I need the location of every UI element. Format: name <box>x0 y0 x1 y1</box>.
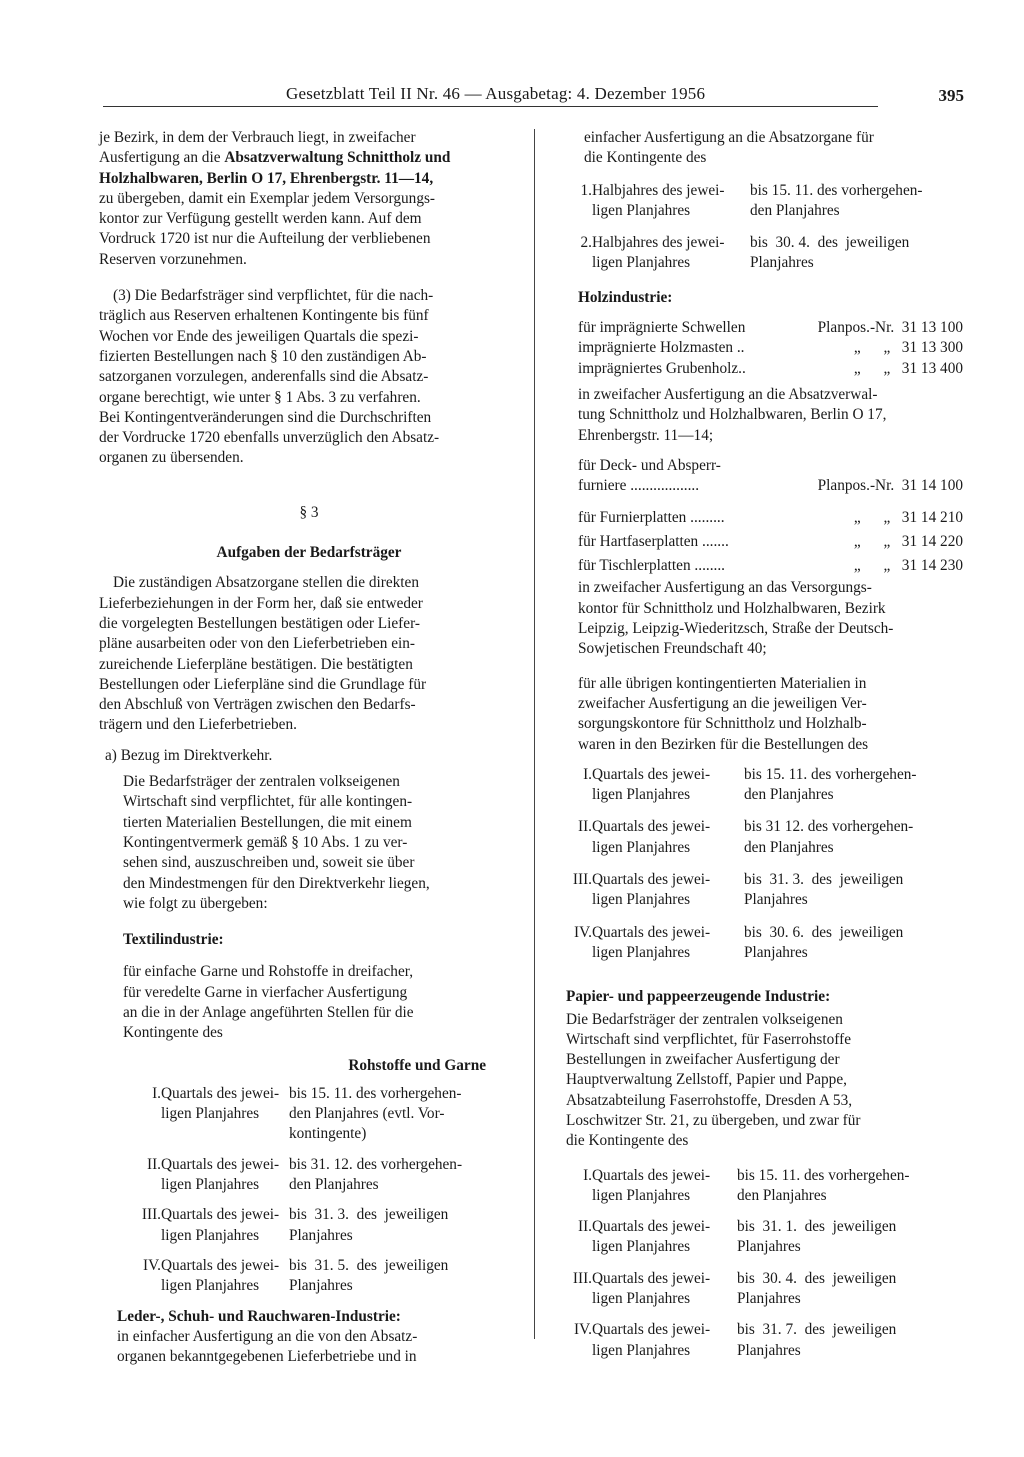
furnier-items <box>566 506 963 578</box>
quarter-row: IV. Quartals des jewei- ligen Planjahres bis 30. 6. des jeweiligen Planjahres <box>574 923 904 961</box>
quarter-row: IV. Quartals des jewei- ligen Planjahres bis 31. 7. des jeweiligen Planjahres <box>574 1321 897 1359</box>
holz-items <box>566 318 963 379</box>
papier-paragraph: Die Bedarfsträger der zentralen volkseigenen Wirtschaft sind verpflichtet, für Faserrohstoffe Bestellungen in zweifacher Ausfertigung der Hauptverwaltung Zellstoff, Papier und Pappe, Absatzabteilung Faserrohstoffe, Dresden A 53, Loschwitzer Str. 21, zu übergeben, und zwar für die Kontingente des <box>566 1010 861 1150</box>
holz-address: in zweifacher Ausfertigung an die Absatzverwal- tung Schnittholz und Holzhalbwaren, Berlin O 17, Ehrenbergstr. 11—14; <box>578 385 887 444</box>
half-years <box>566 181 963 274</box>
address-bold: Holzhalbwaren, Berlin O 17, Ehrenbergstr. 11—14, <box>99 169 434 187</box>
furnier-address: in zweifacher Ausfertigung an das Versorgungs- kontor für Schnittholz und Holzhalbwaren, Bezirk Leipzig, Leipzig-Wiederitzsch, Straße der Deutsch- Sowjetischen Freundschaft 40; <box>578 579 894 658</box>
paragraph-3: (3) Die Bedarfsträger sind verpflichtet, für die nach- träglich aus Reserven erhaltenen Kontingente bis fünf Wochen vor Ende des jeweiligen Quartals die spezi- fizierten Bestellungen nach § 10 den zuständigen Ab- satzorganen vorzulegen, anderenfalls sind die Absatz- organe berechtigt, wie unter § 1 Abs. 3 zu verfahren. Bei Kontingentveränderungen sind die Durchschriften der Vordrucke 1720 ebenfalls unverzüglich den Absatz- organen zu übersenden. <box>99 287 440 467</box>
quarter-row: II. Quartals des jewei- ligen Planjahres bis 31. 1. des jeweiligen Planjahres <box>577 1218 897 1256</box>
section-title: Aufgaben der Bedarfsträger <box>216 544 402 562</box>
leder-paragraph: in einfacher Ausfertigung an die von den Absatz- organen bekanntgegebenen Lieferbetriebe und in <box>117 1327 418 1366</box>
item-a: a) Bezug im Direktverkehr. <box>105 746 273 764</box>
quarter-row: III. Quartals des jewei- ligen Planjahres bis 31. 3. des jeweiligen Planjahres <box>572 871 904 909</box>
quarter-row: I. Quartals des jewei- ligen Planjahres bis 15. 11. des vorhergehen- den Planjahres (evtl. Vor- kontingente) <box>152 1084 462 1143</box>
paragraph-direktverkehr: Die Bedarfsträger der zentralen volkseigenen Wirtschaft sind verpflichtet, für alle kontingen- tierten Materialien Bestellungen, die mit einem Kontingentvermerk gemäß § 10 Abs. 1 zu ver- sehen sind, auszuschreiben und, soweit sie über den Mindestmengen für den Direktverkehr liegen, wie folgt zu übergeben: <box>123 773 430 912</box>
furnier-item: für Furnierplatten ......... „ „ 31 14 210 <box>578 509 963 527</box>
textil-paragraph: für einfache Garne und Rohstoffe in dreifacher, für veredelte Garne in vierfacher Ausfertigung an die in der Anlage angeführten Stellen für die Kontingente des <box>123 963 414 1042</box>
textil-quarters <box>99 1084 519 1297</box>
quarter-row: III. Quartals des jewei- ligen Planjahres bis 30. 4. des jeweiligen Planjahres <box>572 1269 897 1308</box>
paragraph-bezirk: je Bezirk, in dem der Verbrauch liegt, in zweifacher Ausfertigung an die Absatzverwaltung Schnittholz und Holzhalbwaren, Berlin O 17, Ehrenbergstr. 11—14, zu übergeben, damit ein Exemplar jedem Versorgungs- kontor zur Verfügung gestellt werden kann. Auf dem Vordruck 1720 ist nur die Aufteilung der verbliebenen Reserven vorzunehmen. <box>99 129 451 268</box>
intro-paragraph: einfacher Ausfertigung an die Absatzorgane für die Kontingente des <box>584 129 874 167</box>
addressee-bold: Absatzverwaltung Schnittholz und <box>224 149 451 167</box>
quarter-row: II. Quartals des jewei- ligen Planjahres bis 31 12. des vorhergehen- den Planjahres <box>577 818 914 856</box>
half-year-row: 1. Halbjahres des jewei- ligen Planjahres bis 15. 11. des vorhergehen- den Planjahres <box>580 181 923 219</box>
papier-heading: Papier- und pappeerzeugende Industrie: <box>566 988 831 1006</box>
rohstoffe-heading: Rohstoffe und Garne <box>348 1056 486 1074</box>
holz-item: imprägnierte Holzmasten .. „ „ 31 13 300 <box>578 339 963 357</box>
leder-heading: Leder-, Schuh- und Rauchwaren-Industrie: <box>117 1307 401 1325</box>
quarter-row: II. Quartals des jewei- ligen Planjahres bis 31. 12. des vorhergehen- den Planjahres <box>146 1155 463 1194</box>
section-mark: § 3 <box>299 503 319 521</box>
header-rule <box>103 106 878 107</box>
paragraph-absatzorgane: Die zuständigen Absatzorgane stellen die direkten Lieferbeziehungen in der Form her, daß sie entweder die vorgelegten Bestellungen bestätigen oder Liefer- pläne ausarbeiten oder von den Lieferbetrieben ein- zureichende Lieferpläne bestätigen. Die bestätigten Bestellungen oder Lieferpläne sind die Grundlage für den Abschluß von Verträgen zwischen den Bedarfs- trägern und den Lieferbetrieben. <box>99 574 427 734</box>
quarter-row: I. Quartals des jewei- ligen Planjahres bis 15. 11. des vorhergehen- den Planjahres <box>583 1166 910 1204</box>
page-number: 395 <box>938 86 964 105</box>
gazette-title: Gesetzblatt Teil II Nr. 46 — Ausgabetag: 4. Dezember 1956 <box>286 84 706 103</box>
right-column <box>566 128 963 1361</box>
quarter-row: I. Quartals des jewei- ligen Planjahres bis 15. 11. des vorhergehen- den Planjahres <box>583 765 917 804</box>
uebrige-paragraph: für alle übrigen kontingentierten Materialien in zweifacher Ausfertigung an die jeweiligen Ver- sorgungskontore für Schnittholz und Holzhalb- waren in den Bezirken für die Bestellungen des <box>578 674 869 753</box>
column-divider <box>534 129 535 1339</box>
holz-heading: Holzindustrie: <box>578 288 673 306</box>
papier-quarters <box>566 1166 963 1361</box>
textil-heading: Textilindustrie: <box>123 931 224 949</box>
left-column <box>99 128 519 1367</box>
holz-item: für imprägnierte Schwellen Planpos.-Nr. 31 13 100 <box>578 319 963 337</box>
furnier-item: für Hartfaserplatten ....... „ „ 31 14 220 <box>578 533 963 551</box>
half-year-row: 2. Halbjahres des jewei- ligen Planjahres bis 30. 4. des jeweiligen Planjahres <box>580 234 910 272</box>
quarter-row: IV. Quartals des jewei- ligen Planjahres bis 31. 5. des jeweiligen Planjahres <box>143 1256 449 1295</box>
holz-quarters <box>566 765 963 963</box>
quarter-row: III. Quartals des jewei- ligen Planjahres bis 31. 3. des jeweiligen Planjahres <box>141 1206 449 1244</box>
furnier-item: für Tischlerplatten ........ „ „ 31 14 230 <box>578 557 963 575</box>
deck-item: für Deck- und Absperr- furniere .................. Planpos.-Nr. 31 14 100 <box>578 456 963 495</box>
holz-item: imprägniertes Grubenholz.. „ „ 31 13 400 <box>578 359 963 377</box>
